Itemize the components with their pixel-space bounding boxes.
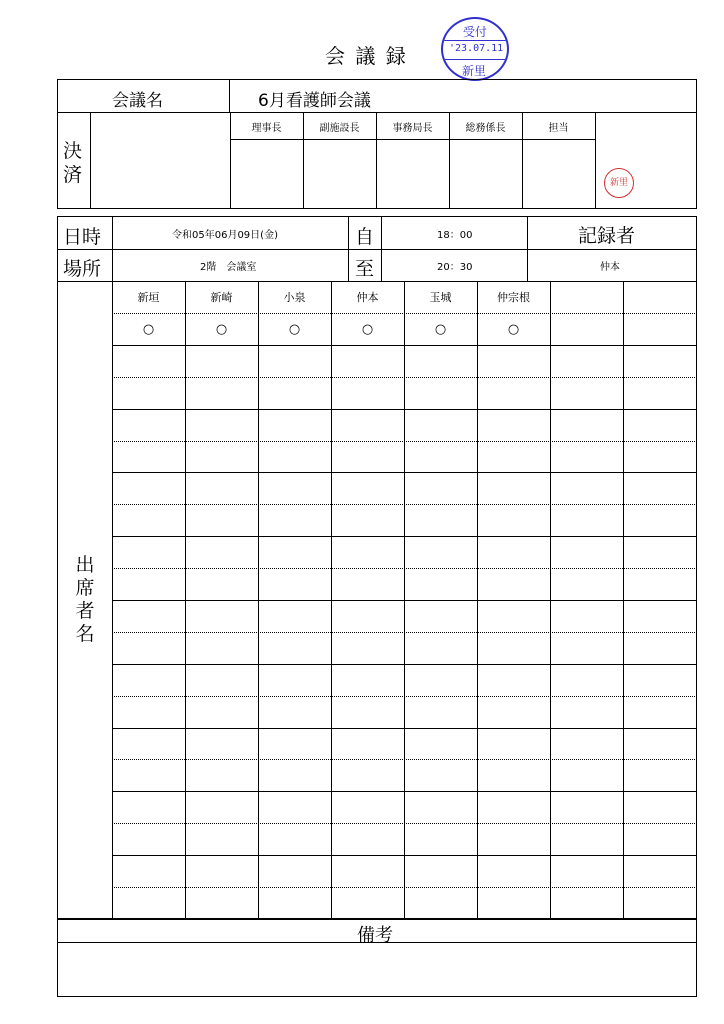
attendee-name: 仲宗根 [497, 291, 530, 304]
from-label: 自 [355, 226, 375, 248]
attendance-mark: ○ [142, 321, 155, 337]
attendee-name [623, 282, 697, 312]
to-label: 至 [355, 258, 375, 280]
receipt-stamp [441, 17, 509, 81]
approval-role-label: 事務局長 [392, 122, 433, 134]
attendee-name: 玉城 [429, 291, 452, 304]
from-time: 18：00 [437, 230, 473, 241]
attendee-name: 仲本 [356, 291, 379, 304]
attendance-mark: ○ [288, 321, 301, 337]
attendance-mark [623, 314, 697, 344]
approval-seal-box[interactable] [376, 140, 449, 208]
recorder-name: 仲本 [600, 262, 620, 273]
attendance-mark: ○ [507, 321, 520, 337]
approval-seal-box[interactable] [303, 140, 376, 208]
stamp-name: 新里 [462, 64, 487, 78]
attendees-label: 出 席 者 名 [75, 554, 95, 645]
to-time: 20：30 [437, 262, 473, 273]
datetime-label: 日時 [63, 226, 102, 248]
attendance-mark [550, 314, 623, 344]
attendee-name: 小泉 [283, 291, 306, 304]
approval-seal: 新里 [604, 168, 634, 198]
approval-seal-box[interactable] [230, 140, 303, 208]
approval-label-bottom: 済 [63, 164, 83, 186]
approval-role-label: 副施設長 [319, 122, 360, 134]
meeting-place: 2階 会議室 [200, 262, 257, 273]
approval-role-label: 総務係長 [465, 122, 506, 134]
attendee-name [550, 282, 623, 312]
meeting-name: 6月看護師会議 [258, 91, 371, 111]
meeting-date: 令和05年06月09日(金) [172, 230, 278, 241]
meeting-name-label: 会議名 [112, 91, 163, 111]
approval-role-label: 担当 [548, 122, 569, 134]
approval-label-top: 決 [63, 140, 83, 162]
attendance-mark: ○ [361, 321, 374, 337]
recorder-label: 記録者 [578, 225, 636, 247]
approval-seal-box[interactable] [449, 140, 522, 208]
attendance-mark: ○ [215, 321, 228, 337]
stamp-date: '23.07.11 [449, 43, 504, 54]
attendance-mark: ○ [434, 321, 447, 337]
remarks-label: 備考 [357, 925, 393, 946]
place-label: 場所 [63, 258, 102, 280]
approval-role-label: 理事長 [251, 122, 282, 134]
page-title: 会 議 録 [325, 44, 408, 68]
attendee-name: 新崎 [210, 291, 233, 304]
stamp-top-text: 受付 [463, 25, 488, 39]
attendee-name: 新垣 [137, 291, 160, 304]
approval-seal-box[interactable] [522, 140, 595, 208]
